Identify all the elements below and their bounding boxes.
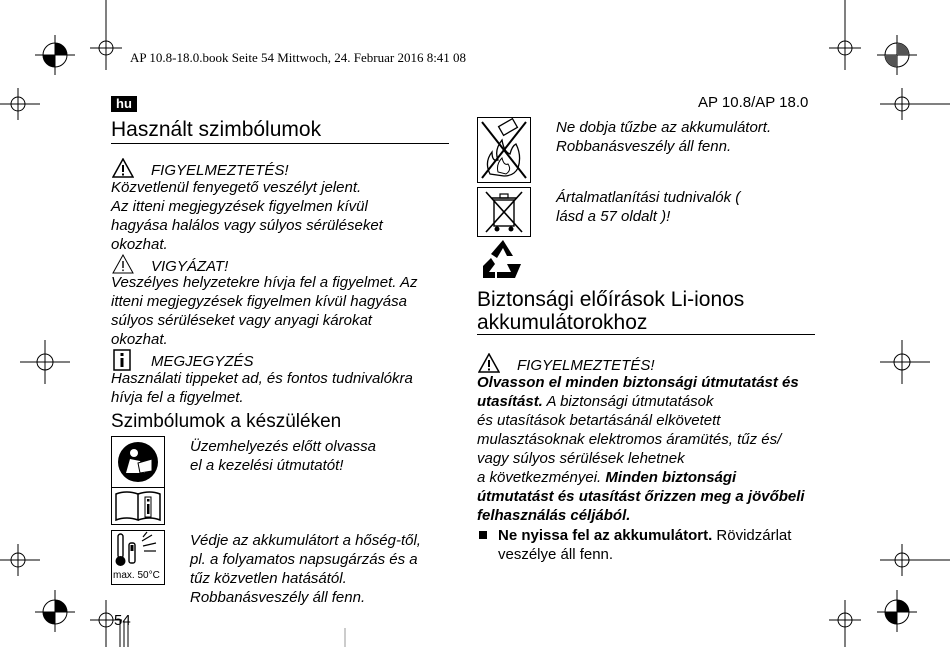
disposal-symbol-box [477, 187, 531, 237]
safety-bold-text: utasítást. [477, 393, 543, 410]
bullet-bold-text: Ne nyissa fel az akkumulátort. [498, 527, 713, 544]
language-badge: hu [111, 96, 137, 112]
note-text [111, 369, 413, 407]
section-title-safety [477, 288, 744, 334]
safety-bold-text: felhasználás céljából. [477, 507, 631, 524]
heat-icon-label: max. 50°C [113, 570, 160, 581]
manual-line: Üzemhelyezés előtt olvassa [190, 438, 376, 455]
safety-text: mulasztásoknak elektromos áramütés, tűz és/ [477, 431, 782, 448]
caution-text [111, 273, 418, 349]
info-book-icon [112, 488, 164, 524]
warning-triangle-icon [112, 158, 134, 178]
safety-bold-text: Minden biztonsági [601, 469, 737, 486]
warning-text [111, 178, 383, 254]
safety-title-line: akkumulátorokhoz [477, 311, 648, 334]
note-line: hívja fel a figyelmet. [111, 389, 244, 406]
warning-line: Közvetlenül fenyegető veszélyt jelent. [111, 179, 362, 196]
disposal-line: lásd a 57 oldalt )! [556, 208, 671, 225]
caution-line: itteni megjegyzések figyelmen kívül hagyása [111, 293, 407, 310]
safety-bold-text: Olvasson el minden biztonsági útmutatást és [477, 374, 799, 391]
section-title-device-symbols: Szimbólumok a készüléken [111, 411, 342, 432]
warning-label: FIGYELMEZTETÉS! [151, 162, 289, 179]
safety-title-rule [477, 334, 815, 335]
read-manual-icon [112, 437, 164, 487]
disposal-symbol-text [556, 188, 740, 226]
fire-symbol-box [477, 117, 531, 183]
bullet-square [479, 531, 487, 539]
safety-text: a következményei. [477, 469, 602, 486]
safety-text: vagy súlyos sérülések lehetnek [477, 450, 685, 467]
bullet-item [498, 526, 791, 564]
page-number: 54 [114, 612, 131, 629]
note-label: MEGJEGYZÉS [151, 353, 254, 370]
no-fire-battery-icon [478, 118, 530, 182]
thermometer-sun-icon [112, 531, 164, 571]
recycle-icon [477, 236, 529, 282]
crossed-bin-icon [478, 188, 530, 236]
fire-line: Ne dobja tűzbe az akkumulátort. [556, 119, 772, 136]
section-title-symbols: Használt szimbólumok [111, 118, 322, 141]
safety-bold-text: útmutatást és utasítást őrizzen meg a jövőbeli [477, 488, 805, 505]
fire-line: Robbanásveszély áll fenn. [556, 138, 732, 155]
caution-label: VIGYÁZAT! [151, 258, 229, 275]
heat-line: Robbanásveszély áll fenn. [190, 589, 366, 606]
heat-symbol-box [111, 530, 165, 585]
info-book-box [111, 487, 165, 525]
heat-line: tűz közvetlen hatásától. [190, 570, 347, 587]
warning-triangle-icon [478, 353, 500, 373]
file-info: AP 10.8-18.0.book Seite 54 Mittwoch, 24. Februar 2016 8:41 08 [130, 50, 467, 65]
heat-line: Védje az akkumulátort a hőség-től, [190, 532, 421, 549]
caution-triangle-icon [112, 254, 134, 274]
safety-text: és utasítások betartásánál elkövetett [477, 412, 721, 429]
bullet-text: Rövidzárlat [712, 527, 792, 544]
manual-symbol-text [190, 437, 376, 475]
warning-line: Az itteni megjegyzések figyelmen kívül [111, 198, 368, 215]
safety-warning-label: FIGYELMEZTETÉS! [517, 357, 655, 374]
heat-symbol-text [190, 531, 421, 607]
note-line: Használati tippeket ad, és fontos tudnivalókra [111, 370, 413, 387]
heat-line: pl. a folyamatos napsugárzás és a [190, 551, 418, 568]
caution-line: okozhat. [111, 331, 168, 348]
safety-paragraph [477, 373, 822, 525]
fire-symbol-text [556, 118, 771, 156]
title-rule [111, 143, 449, 144]
warning-line: hagyása halálos vagy súlyos sérüléseket [111, 217, 383, 234]
model-name: AP 10.8/AP 18.0 [698, 94, 809, 111]
caution-line: Veszélyes helyzetekre hívja fel a figyelmet. Az [111, 274, 418, 291]
warning-line: okozhat. [111, 236, 168, 253]
bullet-text: veszélye áll fenn. [498, 546, 614, 563]
manual-symbol-box [111, 436, 165, 488]
safety-text: A biztonsági útmutatások [542, 393, 714, 410]
info-note-icon [113, 349, 131, 371]
disposal-line: Ártalmatlanítási tudnivalók ( [556, 189, 741, 206]
safety-title-line: Biztonsági előírások Li-ionos [477, 288, 745, 311]
caution-line: súlyos sérüléseket vagy anyagi károkat [111, 312, 372, 329]
manual-line: el a kezelési útmutatót! [190, 457, 344, 474]
